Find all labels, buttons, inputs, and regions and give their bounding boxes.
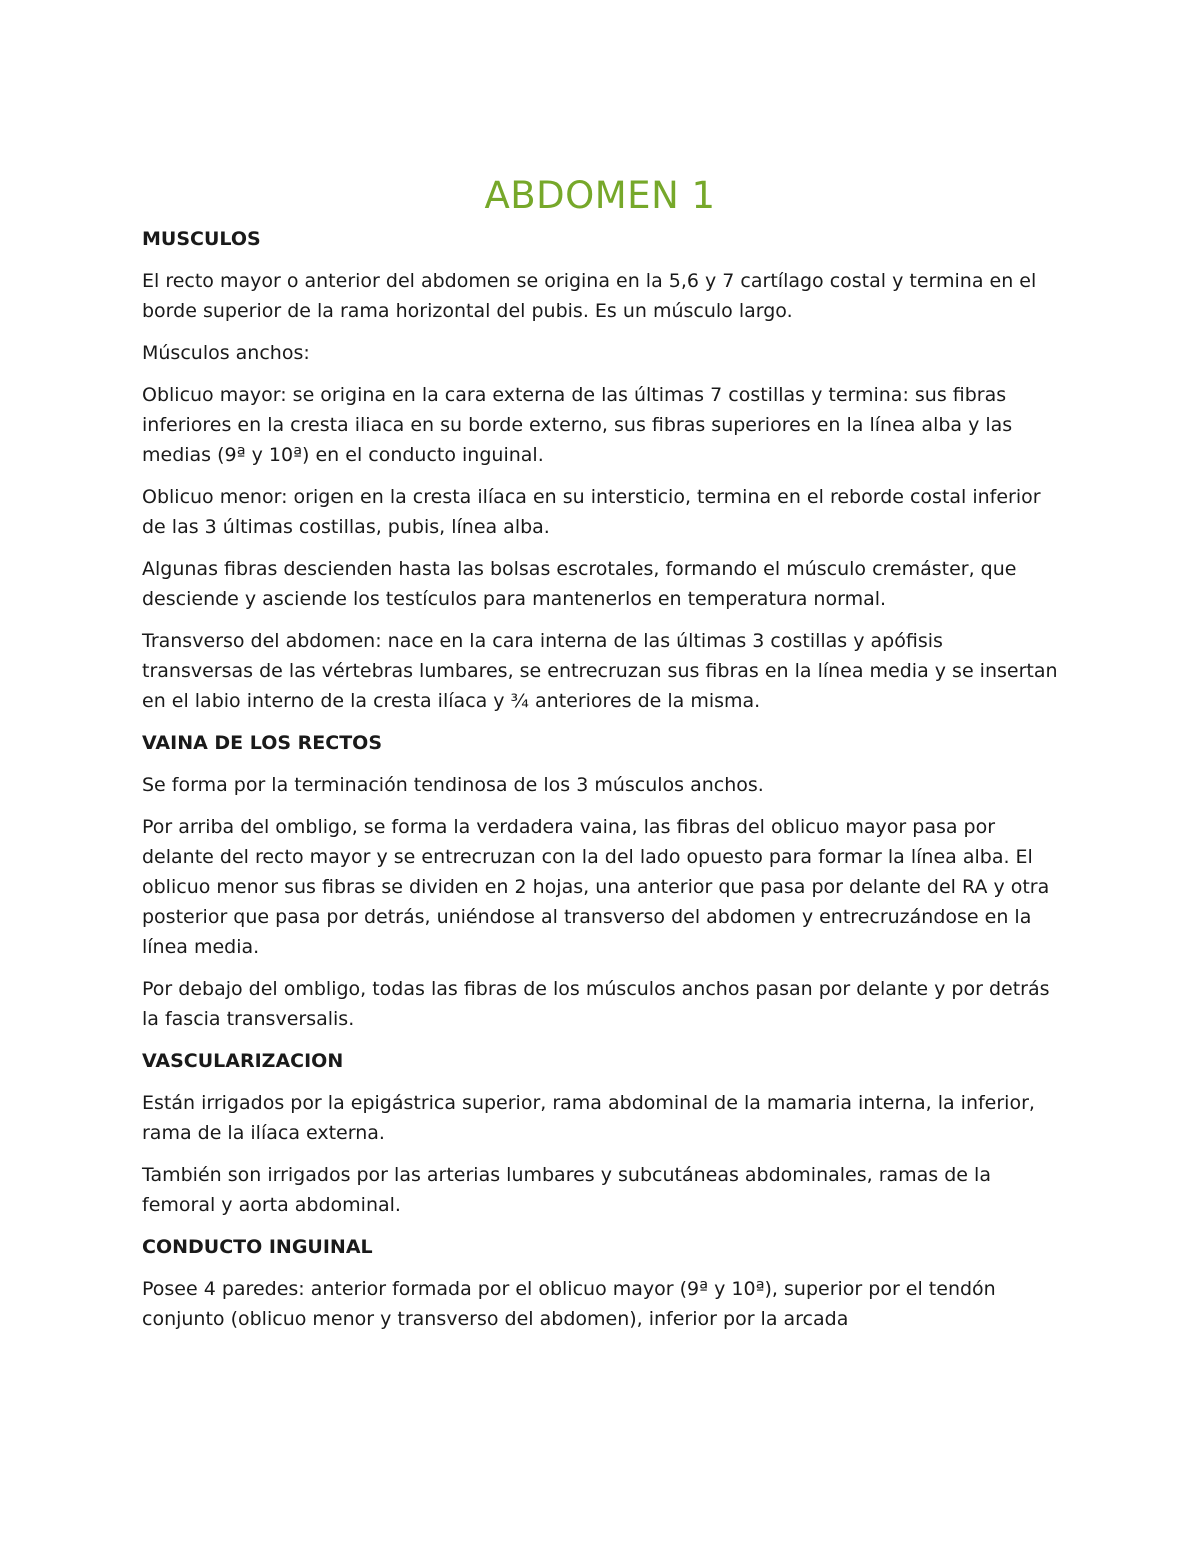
- paragraph: Están irrigados por la epigástrica superior, rama abdominal de la mamaria interna, la inferior, rama de la ilíaca externa.: [142, 1092, 1035, 1144]
- paragraph: Se forma por la terminación tendinosa de los 3 músculos anchos.: [142, 774, 764, 796]
- paragraph: Por debajo del ombligo, todas las fibras de los músculos anchos pasan por delante y por detrás la fascia transversalis.: [142, 978, 1050, 1030]
- paragraph: Músculos anchos:: [142, 342, 310, 364]
- section-heading-vaina-de-los-rectos: VAINA DE LOS RECTOS: [142, 732, 383, 754]
- paragraph: También son irrigados por las arterias lumbares y subcutáneas abdominales, ramas de la femoral y aorta abdominal.: [142, 1164, 991, 1216]
- paragraph: Algunas fibras descienden hasta las bolsas escrotales, formando el músculo cremáster, que desciende y asciende los testículos para mantenerlos en temperatura normal.: [142, 558, 1017, 610]
- paragraph: Transverso del abdomen: nace en la cara interna de las últimas 3 costillas y apófisis transversas de las vértebras lumbares, se entrecruzan sus fibras en la línea media y se insertan en el labio interno de la cresta ilíaca y ¾ anteriores de la misma.: [142, 630, 1058, 712]
- paragraph: Oblicuo mayor: se origina en la cara externa de las últimas 7 costillas y termina: sus fibras inferiores en la cresta iliaca en su borde externo, sus fibras superiores en la línea alba y las medias (9ª y 10ª) en el conducto inguinal.: [142, 384, 1013, 466]
- document-page: [142, 0, 1058, 1334]
- paragraph: El recto mayor o anterior del abdomen se origina en la 5,6 y 7 cartílago costal y termina en el borde superior de la rama horizontal del pubis. Es un músculo largo.: [142, 270, 1037, 322]
- paragraph: Por arriba del ombligo, se forma la verdadera vaina, las fibras del oblicuo mayor pasa por delante del recto mayor y se entrecruzan con la del lado opuesto para formar la línea alba. El oblicuo menor sus fibras se dividen en 2 hojas, una anterior que pasa por delante del RA y otra posterior que pasa por detrás, uniéndose al transverso del abdomen y entrecruzándose en la línea media.: [142, 816, 1050, 958]
- section-heading-conducto-inguinal: CONDUCTO INGUINAL: [142, 1236, 373, 1258]
- paragraph: Posee 4 paredes: anterior formada por el oblicuo mayor (9ª y 10ª), superior por el tendón conjunto (oblicuo menor y transverso del abdomen), inferior por la arcada: [142, 1278, 996, 1330]
- section-heading-vascularizacion: VASCULARIZACION: [142, 1050, 344, 1072]
- document-title: ABDOMEN 1: [484, 174, 716, 217]
- section-heading-musculos: MUSCULOS: [142, 228, 261, 250]
- paragraph: Oblicuo menor: origen en la cresta ilíaca en su intersticio, termina en el reborde costal inferior de las 3 últimas costillas, pubis, línea alba.: [142, 486, 1041, 538]
